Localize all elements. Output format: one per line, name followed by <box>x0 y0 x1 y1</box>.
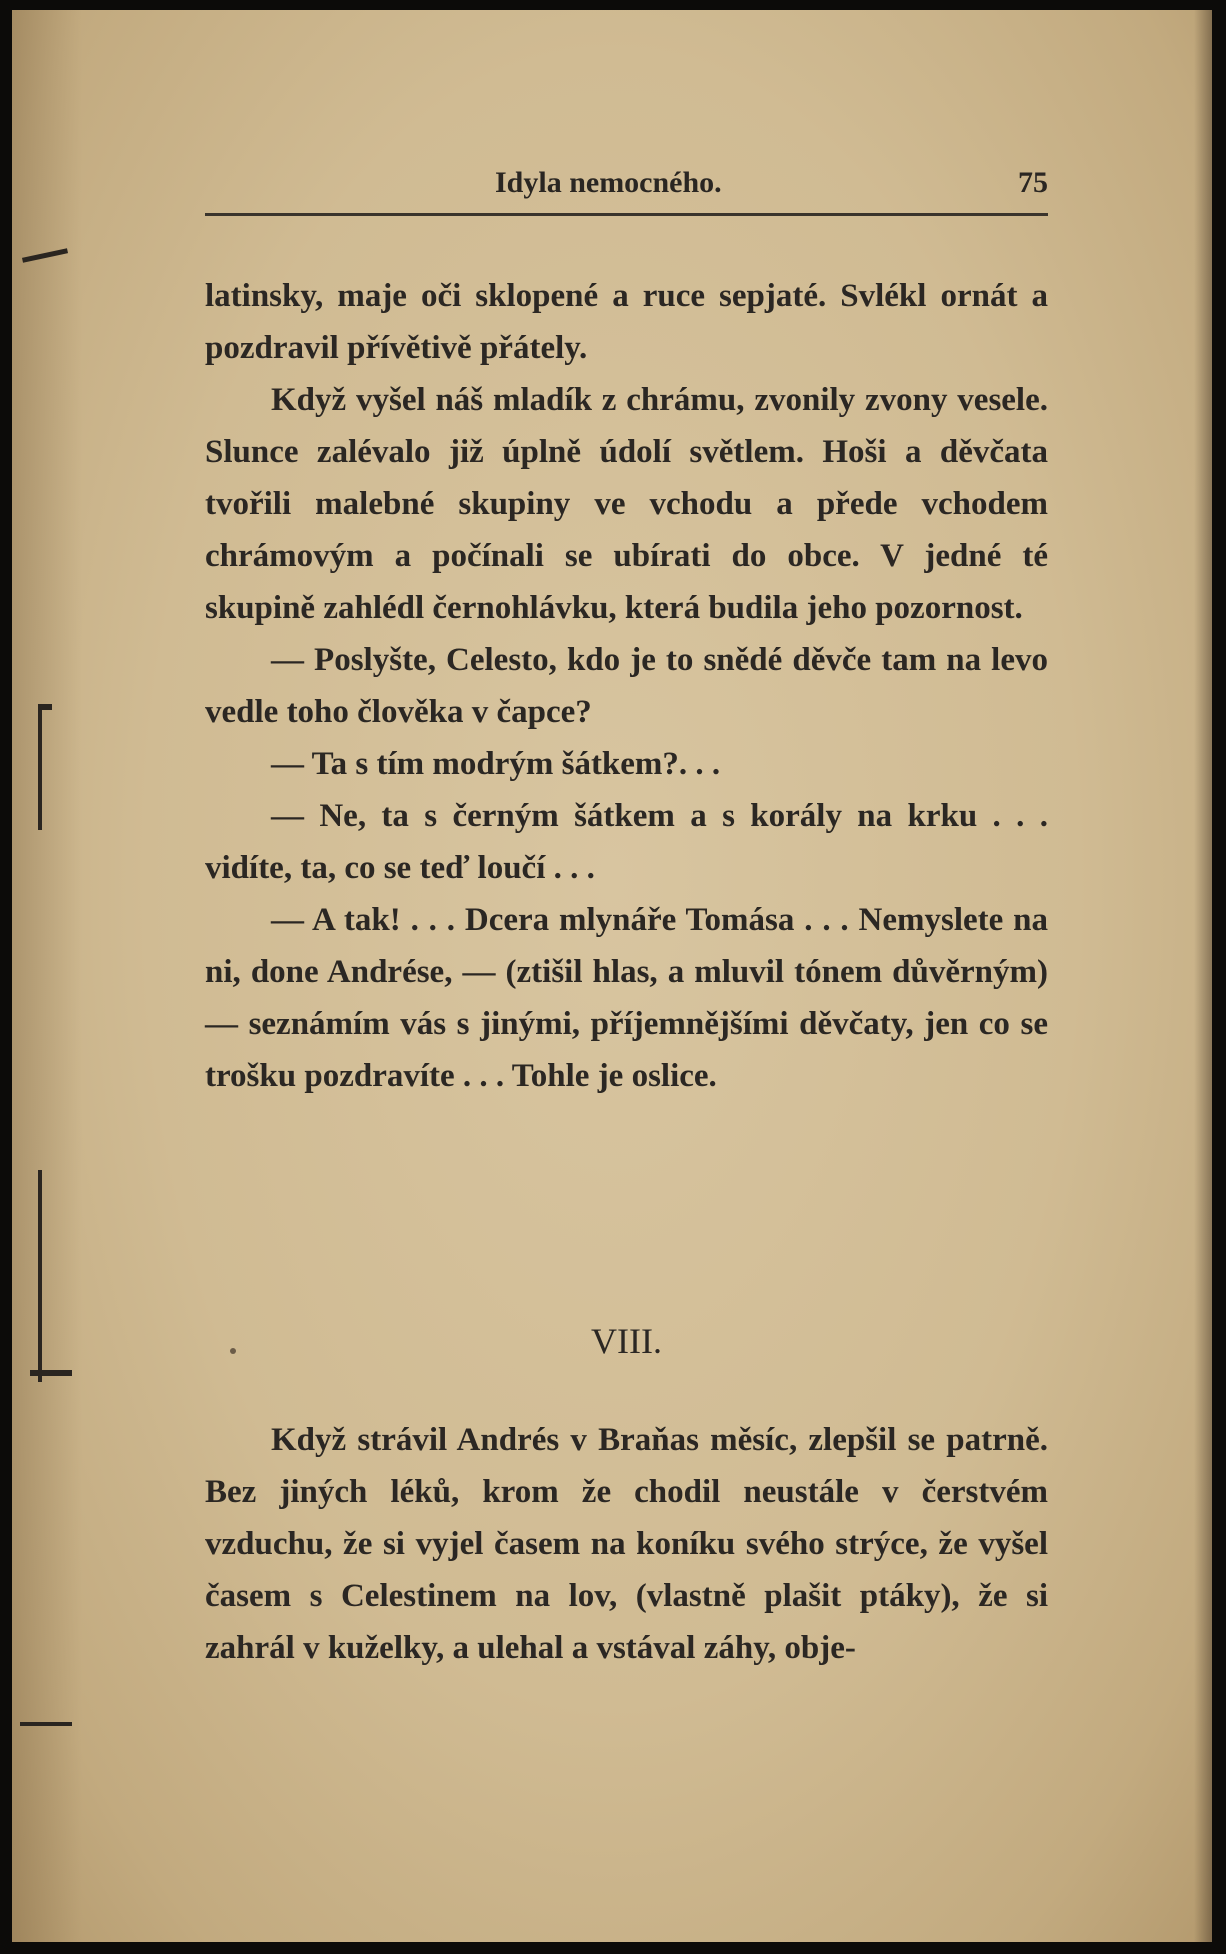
page-number: 75 <box>1018 166 1048 199</box>
margin-mark <box>38 710 42 830</box>
paragraph: Když strávil Andrés v Braňas měsíc, zlepšil se patrně. Bez jiných léků, krom že chodil neustále v čerstvém vzduchu, že si vyjel časem na koníku svého strýce, že vyšel časem s Celestinem na lov, (vlastně plašit ptáky), že si zahrál v kuželky, a ulehal a vstával záhy, obje- <box>205 1422 1048 1666</box>
paragraph: Když vyšel náš mladík z chrámu, zvonily zvony vesele. Slunce zalévalo již úplně údolí světlem. Hoši a děvčata tvořili malebné skupiny ve vchodu a přede vchodem chrámovým a počínali se ubírati do obce. V jedné té skupině zahlédl černohlávku, která budila jeho pozornost. <box>205 382 1048 626</box>
page-header <box>205 166 1048 202</box>
text-block-2 <box>205 1414 1048 1674</box>
paragraph: — A tak! . . . Dcera mlynáře Tomása . . . Nemyslete na ni, done Andrése, — (ztišil hlas, a mluvil tónem důvěrným) — seznámím vás s jinými, příjemnějšími děvčaty, jen co se trošku pozdravíte . . . Tohle je oslice. <box>205 902 1048 1094</box>
running-title: Idyla nemocného. <box>495 166 722 199</box>
chapter-heading: VIII. <box>591 1321 662 1361</box>
paragraph: — Ta s tím modrým šátkem?. . . <box>271 746 721 782</box>
text-block-1 <box>205 270 1048 1102</box>
margin-mark <box>20 1722 72 1726</box>
gutter-shadow <box>12 10 82 1942</box>
page-edge-shadow <box>1194 10 1212 1942</box>
margin-mark <box>30 1370 72 1376</box>
book-page <box>12 10 1212 1942</box>
paragraph: — Poslyšte, Celesto, kdo je to snědé děvče tam na levo vedle toho člověka v čapce? <box>205 642 1048 730</box>
paragraph: latinsky, maje oči sklopené a ruce sepjaté. Svlékl ornát a pozdravil přívětivě přátely. <box>205 278 1048 366</box>
margin-mark <box>38 1170 42 1382</box>
paragraph: — Ne, ta s černým šátkem a s korály na krku . . . vidíte, ta, co se teď loučí . . . <box>205 798 1048 886</box>
header-rule <box>205 213 1048 216</box>
margin-mark <box>38 704 52 710</box>
